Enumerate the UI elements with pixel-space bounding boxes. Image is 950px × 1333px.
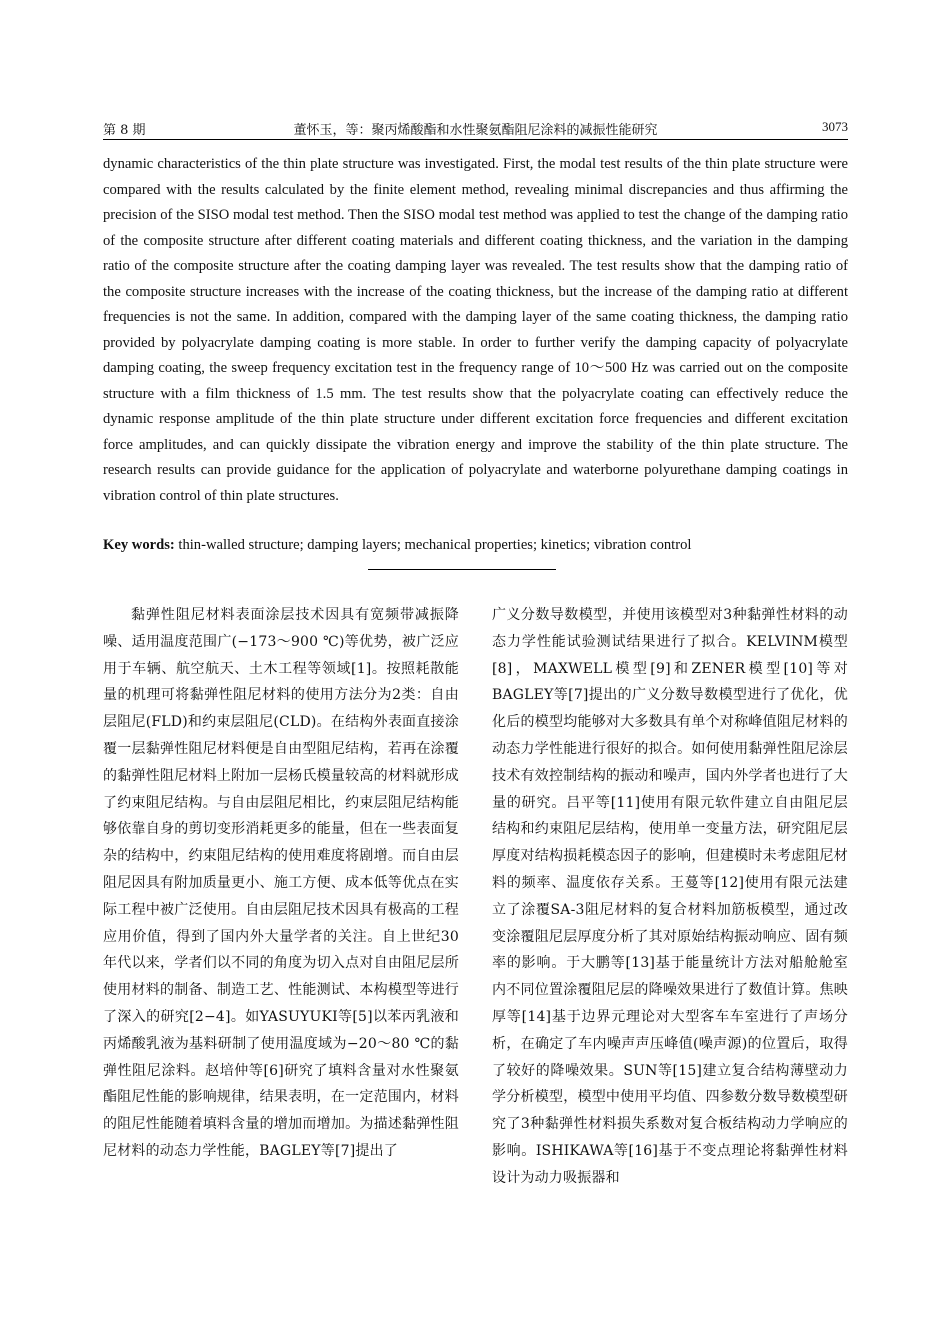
body-paragraph: 黏弹性阻尼材料表面涂层技术因具有宽频带减振降噪、适用温度范围广(−173～900 ℃)等优势，被广泛应用于车辆、航空航天、土木工程等领域[1]。按照耗散能量的机理可将黏弹性阻尼材料的使用方法分为2类：自由层阻尼(FLD)和约束层阻尼(CLD)。在结构外表面直接涂覆一层黏弹性阻尼材料便是自由型阻尼结构，若再在涂覆的黏弹性阻尼材料上附加一层杨氏模量较高的材料就形成了约束阻尼结构。与自由层阻尼相比，约束层阻尼结构能够依靠自身的剪切变形消耗更多的能量，但在一些表面复杂的结构中，约束阻尼结构的使用难度将剧增。而自由层阻尼因具有附加质量更小、施工方便、成本低等优点在实际工程中被广泛使用。自由层阻尼技术因具有极高的工程应用价值，得到了国内外大量学者的关注。自上世纪30年代以来，学者们以不同的角度为切入点对自由阻尼层所使用材料的制备、制造工艺、性能测试、本构模型等进行了深入的研究[2−4]。如YASUYUKI等[5]以苯丙乳液和丙烯酸乳液为基料研制了使用温度域为−20～80 ℃的黏弹性阻尼涂料。赵培仲等[6]研究了填料含量对水性聚氨酯阻尼性能的影响规律，结果表明，在一定范围内，材料的阻尼性能随着填料含量的增加而增加。为描述黏弹性阻尼材料的动态力学性能，BAGLEY等[7]提出了	[103, 607, 459, 1159]
keywords-text: thin-walled structure; damping layers; mechanical properties; kinetics; vibration control	[174, 537, 692, 553]
abstract-text: dynamic characteristics of the thin plate structure was investigated. First, the modal test results of the thin plate structure were compared with the results calculated by the finite element method, revealing minimal discrepancies and thus affirming the precision of the SISO modal test method. Then the SISO modal test method was applied to test the change of the damping ratio of the composite structure after different coating materials and different coating thickness, and the variation in the damping ratio of the composite structure after the coating damping layer was revealed. The test results show that the damping ratio of the composite structure increases with the increase of the coating thickness, but the increase of the damping ratio at different frequencies is not the same. In addition, compared with the damping layer of the same coating thickness, the damping ratio provided by polyacrylate damping coating is more stable. In order to further verify the damping capacity of polyacrylate damping coating, the sweep frequency excitation test in the frequency range of 10～500 Hz was carried out on the composite structure with a film thickness of 1.5 mm. The test results show that the polyacrylate coating can effectively reduce the dynamic response amplitude of the thin plate structure under different excitation force frequencies and different excitation force amplitudes, and can quickly dissipate the vibration energy and improve the stability of the thin plate structure. The research results can provide guidance for the application of polyacrylate and waterborne polyurethane damping coatings in vibration control of thin plate structures.	[103, 156, 848, 504]
body-right-column	[492, 602, 848, 1192]
running-title: 董怀玉，等：聚丙烯酸酯和水性聚氨酯阻尼涂料的减振性能研究	[293, 123, 658, 138]
body-paragraph-continued: 广义分数导数模型，并使用该模型对3种黏弹性材料的动态力学性能试验测试结果进行了拟合。KELVINM模型[8]，MAXWELL模型[9]和ZENER模型[10]等对BAGLEY等[7]提出的广义分数导数模型进行了优化，优化后的模型均能够对大多数具有单个对称峰值阻尼材料的动态力学性能进行很好的拟合。如何使用黏弹性阻尼涂层技术有效控制结构的振动和噪声，国内外学者也进行了大量的研究。吕平等[11]使用有限元软件建立自由阻尼层结构和约束阻尼层结构，使用单一变量方法，研究阻尼层厚度对结构损耗模态因子的影响，但建模时未考虑阻尼材料的频率、温度依存关系。王蔓等[12]使用有限元法建立了涂覆SA-3阻尼材料的复合材料加筋板模型，通过改变涂覆阻尼层厚度分析了其对原始结构振动响应、固有频率的影响。于大鹏等[13]基于能量统计方法对船舱舱室内不同位置涂覆阻尼层的降噪效果进行了数值计算。焦映厚等[14]基于边界元理论对大型客车车室进行了声场分析，在确定了车内噪声声压峰值(噪声源)的位置后，取得了较好的降噪效果。SUN等[15]建立复合结构薄壁动力学分析模型，模型中使用平均值、四参数分数导数模型研究了3种黏弹性材料损失系数对复合板结构动力学响应的影响。ISHIKAWA等[16]基于不变点理论将黏弹性材料设计为动力吸振器和	[492, 607, 848, 1186]
running-header	[103, 117, 848, 140]
body-left-column	[103, 602, 459, 1165]
page-number: 3073	[822, 119, 848, 134]
keywords	[103, 533, 848, 557]
issue-number: 第 8 期	[103, 123, 146, 138]
keywords-label: Key words:	[103, 537, 175, 553]
section-divider	[368, 569, 556, 570]
